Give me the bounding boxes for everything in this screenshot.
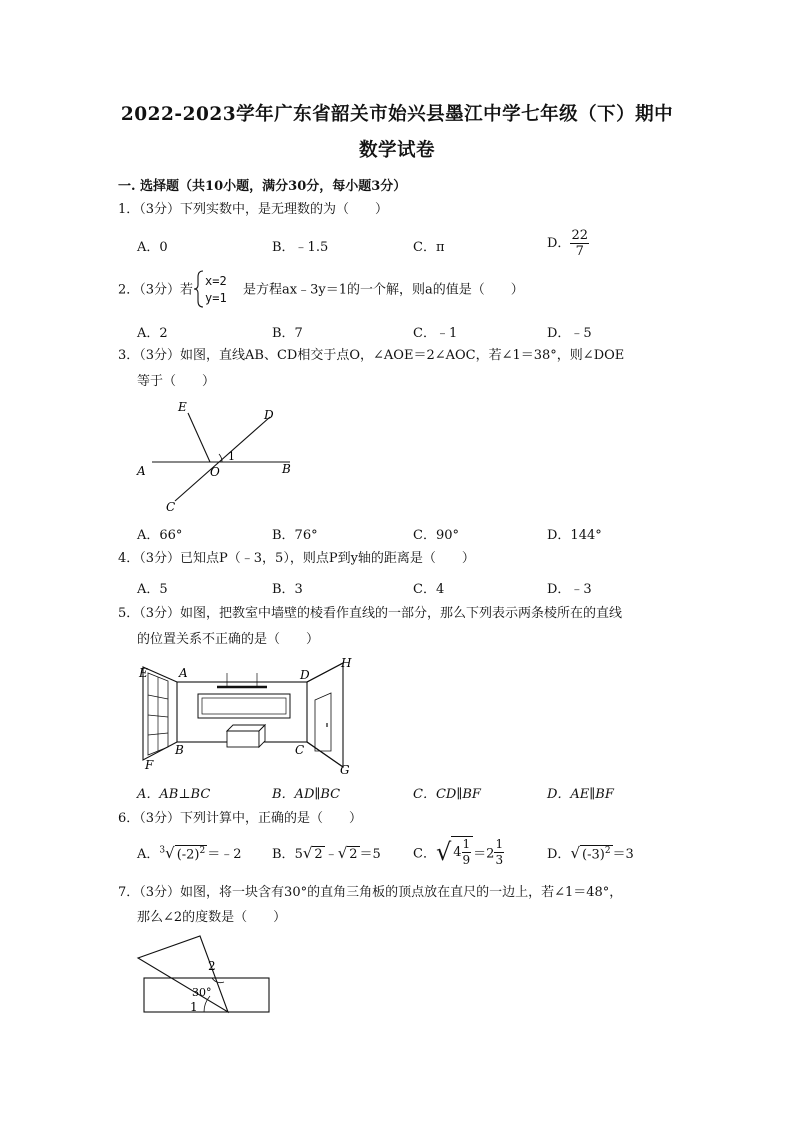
q6-option-c: [413, 836, 504, 868]
q3-option-a: A．66°: [137, 528, 183, 543]
radicand: [451, 836, 473, 868]
coefficient: 5: [294, 847, 303, 862]
label-2: 2: [208, 959, 216, 973]
q5-option-a: A．AB⊥BC: [137, 787, 211, 802]
label-30: 30°: [192, 986, 212, 999]
numerator: 22: [571, 228, 588, 243]
exponent: 2: [604, 845, 611, 856]
exponent: 2: [199, 845, 206, 856]
door: [315, 693, 331, 751]
label-b: B: [282, 462, 291, 476]
q6-option-d: [547, 843, 634, 862]
q6-b-label: B．: [272, 847, 295, 862]
question-5-stem: 5．（3分）如图，把教室中墙壁的棱看作直线的一部分，那么下列表示两条棱所在的直线: [118, 606, 623, 621]
radicand: 2: [314, 847, 323, 862]
q4-option-b: B．3: [272, 582, 303, 597]
q5-option-d: D．AE∥BF: [547, 787, 614, 802]
paper-title-line1: 2022-2023学年广东省韶关市始兴县墨江中学七年级（下）期中: [120, 104, 674, 125]
radical-icon: √: [165, 844, 175, 862]
q3-option-c: C．90°: [413, 528, 459, 543]
minus: ﹣: [324, 847, 338, 862]
fraction: [570, 228, 589, 259]
label-1: 1: [228, 450, 235, 463]
podium: [227, 731, 259, 747]
radical-icon: √: [302, 844, 313, 862]
fraction: [462, 837, 472, 868]
paper-title-line2: 数学试卷: [358, 140, 435, 161]
label-b: B: [175, 743, 184, 757]
question-3-stem-cont: 等于（ ）: [137, 374, 216, 389]
q6-option-b: [272, 843, 381, 862]
label-d: D: [264, 408, 274, 422]
q6-option-a: [137, 843, 242, 862]
q3-option-b: B．76°: [272, 528, 318, 543]
radical-icon: √: [570, 844, 580, 862]
radicand: [175, 845, 208, 862]
radicand: 2: [349, 847, 358, 862]
q1-option-d-label: D．: [547, 236, 571, 251]
angle-2-arc: [212, 978, 224, 983]
fraction: [494, 837, 504, 868]
q6-c-eq: ＝2: [473, 846, 495, 862]
label-a: A: [137, 464, 146, 478]
q7-figure: [130, 930, 280, 1022]
denominator: 9: [462, 853, 471, 867]
radicand: [580, 845, 613, 862]
q2-suffix: 是方程ax﹣3y＝1的一个解，则a的值是（ ）: [243, 282, 524, 298]
label-e: E: [178, 400, 187, 414]
question-6-stem: 6．（3分）下列计算中，正确的是（ ）: [118, 811, 363, 826]
q5-classroom-figure: [135, 655, 365, 777]
section-heading: 一. 选择题（共10小题，满分30分，每小题3分）: [118, 179, 407, 194]
q2-option-a: A．2: [137, 326, 168, 341]
q2-option-d: D．﹣5: [547, 326, 592, 341]
label-g: G: [340, 763, 350, 777]
integer-part: 4: [453, 845, 462, 860]
q2-option-b: B．7: [272, 326, 303, 341]
q4-option-d: D．﹣3: [547, 582, 592, 597]
question-1-stem: 1．（3分）下列实数中，是无理数的为（ ）: [118, 202, 389, 217]
q5-option-c: C．CD∥BF: [413, 787, 481, 802]
line-cd: [175, 417, 270, 501]
label-1: 1: [190, 1000, 198, 1014]
label-o: O: [210, 465, 220, 479]
q2-prefix: 2．（3分）若: [118, 282, 194, 298]
q5-option-b: B．AD∥BC: [272, 787, 341, 802]
ray-oe: [188, 413, 210, 462]
brace-icon: [193, 270, 205, 308]
q4-option-c: C．4: [413, 582, 445, 597]
q1-option-b: B．﹣1.5: [272, 240, 329, 255]
triangle-ruler: [138, 936, 228, 1012]
blackboard: [198, 694, 290, 718]
label-h: H: [341, 656, 352, 670]
question-5-stem-cont: 的位置关系不正确的是（ ）: [137, 632, 320, 647]
label-c: C: [166, 500, 176, 514]
label-e: E: [139, 666, 148, 680]
root-index: 3: [159, 845, 166, 856]
question-2-stem: [118, 274, 524, 305]
q6-c-label: C．: [413, 846, 436, 862]
radical-icon: √: [435, 838, 452, 866]
q6-b-result: ＝5: [359, 847, 381, 862]
q2-option-c: C．﹣1: [413, 326, 458, 341]
equation-line-1: x=2: [205, 274, 227, 288]
question-3-stem: 3．（3分）如图，直线AB、CD相交于点O，∠AOE＝2∠AOC，若∠1＝38°，则∠DOE: [118, 348, 625, 363]
denominator: 7: [575, 244, 584, 259]
label-c: C: [295, 743, 305, 757]
question-7-stem-cont: 那么∠2的度数是（ ）: [137, 910, 287, 925]
denominator: 3: [495, 852, 504, 867]
numerator: 1: [462, 837, 471, 851]
equation-system: [193, 274, 243, 305]
q6-a-label: A．: [137, 847, 160, 862]
radicand-text: (-2): [176, 847, 200, 862]
numerator: 1: [495, 836, 504, 851]
radical-icon: √: [337, 844, 348, 862]
q3-figure: [130, 395, 310, 520]
q4-option-a: A．5: [137, 582, 168, 597]
label-f: F: [145, 758, 154, 772]
q6-d-label: D．: [547, 847, 571, 862]
q6-a-result: ＝﹣2: [207, 847, 242, 862]
q1-option-a: A．0: [137, 240, 168, 255]
equation-line-2: y=1: [205, 291, 227, 305]
radicand-text: (-3): [582, 847, 605, 862]
q3-option-d: D．144°: [547, 528, 602, 543]
question-4-stem: 4．（3分）已知点P（﹣3，5），则点P到y轴的距离是（ ）: [118, 551, 475, 566]
q6-d-result: ＝3: [612, 847, 634, 862]
label-d: D: [300, 668, 310, 682]
question-7-stem: 7．（3分）如图，将一块含有30°的直角三角板的顶点放在直尺的一边上，若∠1＝48°，: [118, 885, 623, 900]
label-a: A: [179, 666, 188, 680]
q1-option-d: [547, 228, 589, 259]
q1-option-c: C．π: [413, 240, 445, 255]
